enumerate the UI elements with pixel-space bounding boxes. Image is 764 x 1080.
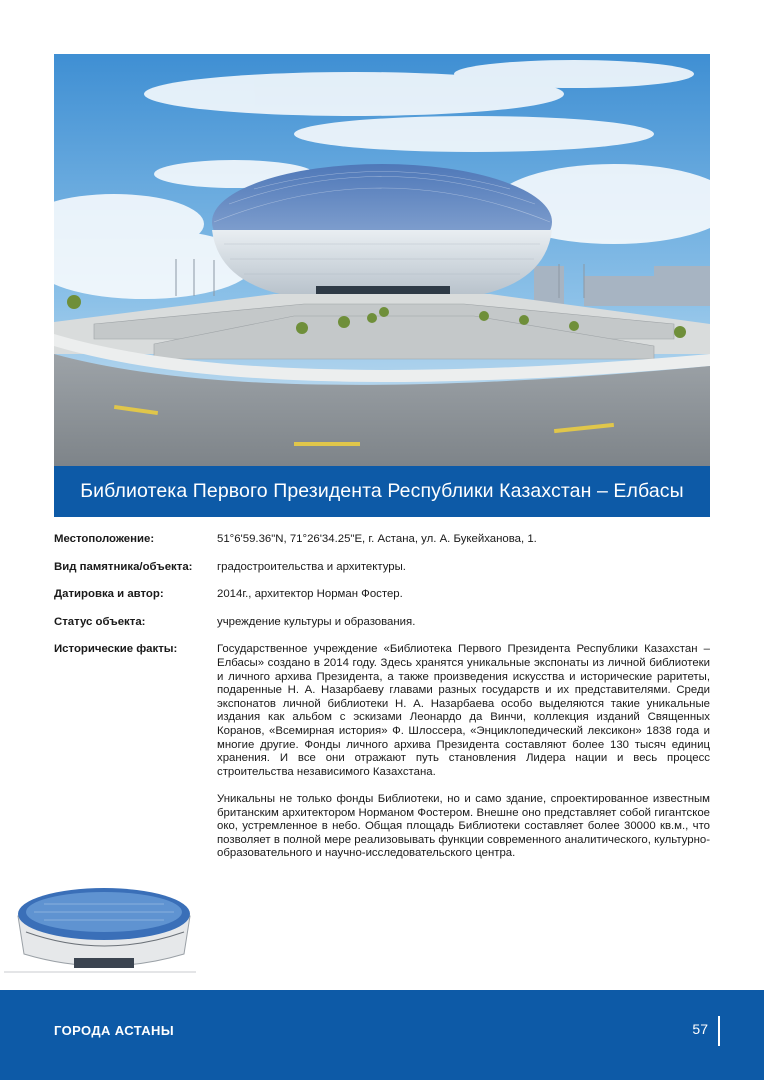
- page-title: Библиотека Первого Президента Республики Казахстан – Елбасы: [54, 466, 710, 517]
- info-row-location: [54, 533, 710, 547]
- info-row-type: [54, 561, 710, 575]
- info-label: Местоположение:: [54, 533, 155, 545]
- info-row-status: [54, 616, 710, 630]
- library-building-photo: [54, 54, 710, 466]
- info-label: Датировка и автор:: [54, 588, 164, 601]
- info-value: [217, 643, 710, 861]
- info-label: Статус объекта:: [54, 615, 146, 628]
- info-value: 51°6'59.36"N, 71°26'34.25"E, г. Астана, ул. А. Букейханова, 1.: [217, 533, 537, 545]
- footer-section-title: ГОРОДА АСТАНЫ: [54, 1023, 174, 1038]
- info-label: Исторические факты:: [54, 643, 178, 656]
- info-value: градостроительства и архитектуры.: [217, 560, 406, 573]
- history-paragraph: Уникальны не только фонды Библиотеки, но и само здание, спроектированное известным британским архитектором Норманом Фостером. Внешне оно представляет собой гигантское око, устремленное в небо. Общая площадь Библиотеки составляет более 30000 кв.м., что позволяет в полной мере реализовывать функции современного аналитического, культурно-образовательного и научно-исследовательского центра.: [217, 792, 710, 860]
- history-paragraph: Государственное учреждение «Библиотека Первого Президента Республики Казахстан – Елбасы» создано в 2014 году. Здесь хранятся уникальные экспонаты из личной библиотеки и личного архива Президента, а также произведения искусства и исторические раритеты, подаренные Н. А. Назарбаеву главами разных государств и их представителями. Среди экспонатов личной библиотеки Н. А. Назарбаева особо выделяются такие уникальные издания как альбом с эскизами Леонардо да Винчи, коллекция изданий Священных Коранов, «Всемирная история» Ф. Шлоссера, «Энциклопедический лексикон» 1838 года и многие другие. Фонды личного архива Президента составляют более 130 тысяч единиц хранения. И все они отражают путь становления Лидера нации и весь процесс строительства независимого Казахстана.: [217, 643, 710, 778]
- library-building-sketch: [4, 876, 196, 976]
- info-row-date-author: [54, 588, 710, 602]
- info-value: 2014г., архитектор Норман Фостер.: [217, 588, 403, 601]
- page-footer: [0, 990, 764, 1080]
- info-value: учреждение культуры и образования.: [217, 615, 416, 628]
- hero-photo: [54, 54, 710, 466]
- footer-divider: [718, 1016, 720, 1046]
- thumbnail-image: [4, 876, 196, 976]
- info-row-history: [54, 643, 710, 861]
- info-table: [54, 533, 710, 875]
- info-label: Вид памятника/объекта:: [54, 560, 193, 573]
- page-number: 57: [692, 1021, 708, 1037]
